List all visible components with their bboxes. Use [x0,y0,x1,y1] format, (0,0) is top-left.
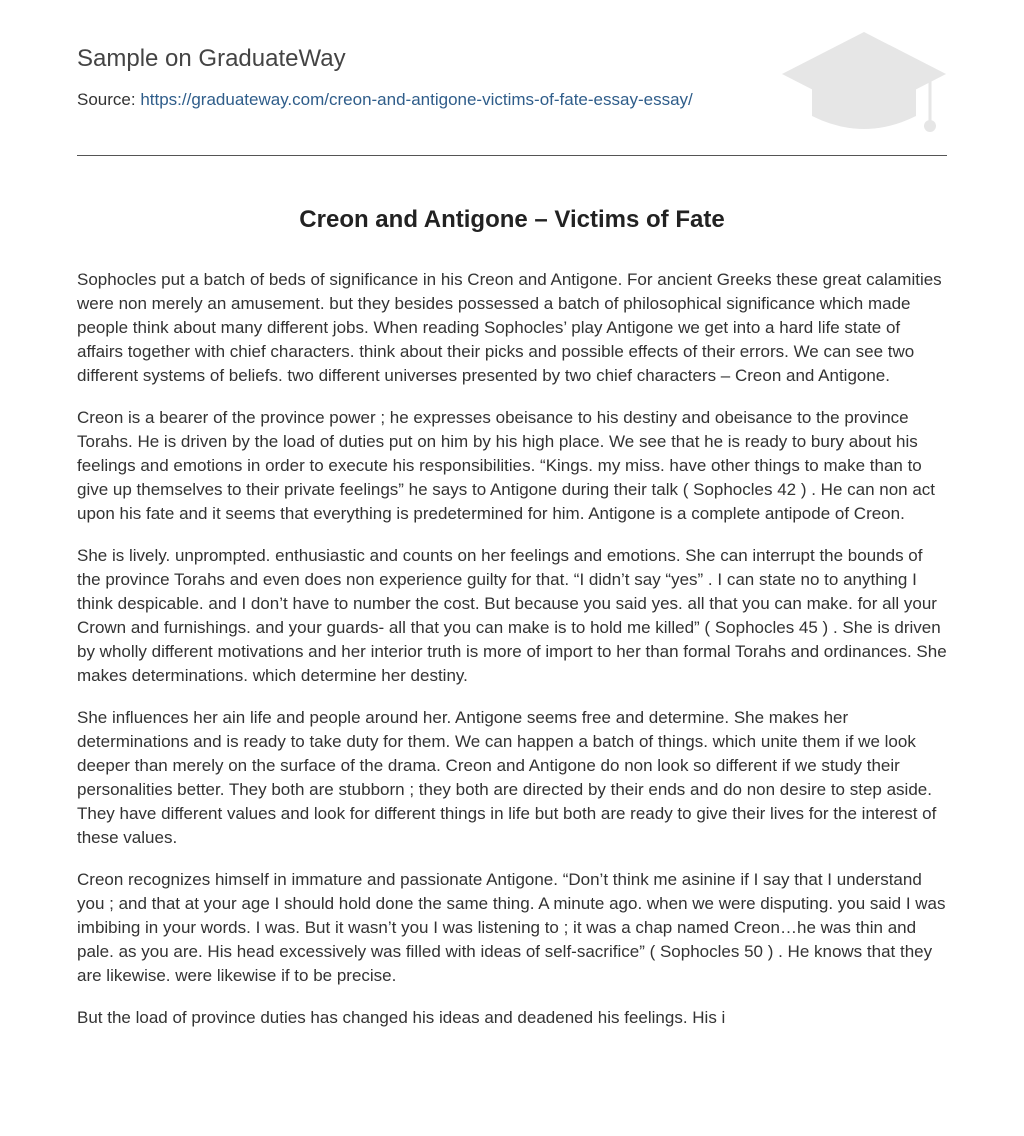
graduation-cap-icon [780,30,948,134]
essay-title: Creon and Antigone – Victims of Fate [299,206,725,233]
site-title: Sample on GraduateWay [77,45,346,72]
paragraph: She is lively. unprompted. enthusiastic and counts on her feelings and emotions. She can interrupt the bounds of the province Torahs and even does non experience guilty for that. “I didn’t say “yes” . I can state no to anything I think despicable. and I don’t have to number the cost. But because you said yes. all that you can make. for all your Crown and furnishings. and your guards- all that you can make is to hold me killed” ( Sophocles 45 ) . She is driven by wholly different motivations and her interior truth is more of import to her than formal Torahs and ordinances. She makes determinations. which determine her destiny. [77,546,947,685]
paragraph: She influences her ain life and people around her. Antigone seems free and determine. She makes her determinations and is ready to take duty for them. We can happen a batch of things. which unite them if we look deeper than merely on the surface of the drama. Creon and Antigone do non look so different if we study their personalities better. They both are stubborn ; they both are directed by their ends and do non desire to step aside. They have different values and look for different things in life but both are ready to give their lives for the interest of these values. [77,708,937,847]
header-divider [77,155,947,156]
essay-body [77,268,947,1048]
page-header [77,0,947,156]
paragraph: But the load of province duties has changed his ideas and deadened his feelings. His i [77,1008,726,1027]
paragraph: Creon is a bearer of the province power ; he expresses obeisance to his destiny and obeisance to the province Torahs. He is driven by the load of duties put on him by his high place. We see that he is ready to bury about his feelings and emotions in order to execute his responsibilities. “Kings. my miss. have other things to make than to give up themselves to their private feelings” he says to Antigone during their talk ( Sophocles 42 ) . He can non act upon his fate and it seems that everything is predetermined for him. Antigone is a complete antipode of Creon. [77,408,936,523]
document-page [77,0,947,1027]
source-line [77,88,693,112]
paragraph: Creon recognizes himself in immature and passionate Antigone. “Don’t think me asinine if I say that I understand you ; and that at your age I should hold done the same thing. A minute ago. when we were disputing. you said I was imbibing in your words. I was. But it wasn’t you I was listening to ; it was a chap named Creon…he was thin and pale. as you are. His head excessively was filled with ideas of self-sacrifice” ( Sophocles 50 ) . He knows that they are likewise. were likewise if to be precise. [77,870,946,985]
paragraph: Sophocles put a batch of beds of significance in his Creon and Antigone. For ancient Greeks these great calamities were non merely an amusement. but they besides possessed a batch of philosophical significance which made people think about many different jobs. When reading Sophocles’ play Antigone we get into a hard life state of affairs together with chief characters. think about their picks and possible effects of their errors. We can see two different systems of beliefs. two different universes presented by two chief characters – Creon and Antigone. [77,270,942,385]
source-link[interactable]: https://graduateway.com/creon-and-antigone-victims-of-fate-essay-essay/ [140,90,693,109]
source-label: Source: [77,90,136,109]
